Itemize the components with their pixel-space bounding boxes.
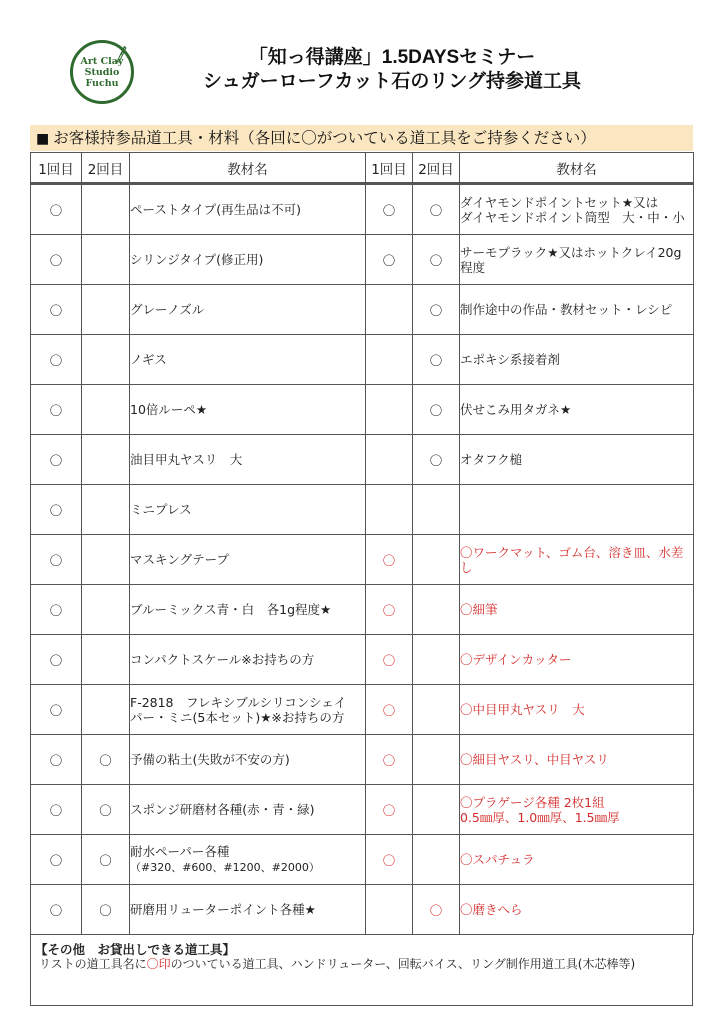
right-session-1-mark xyxy=(366,785,413,835)
right-item-name xyxy=(460,835,694,885)
right-session-1-mark xyxy=(366,285,413,335)
left-item-name-text: ノギス xyxy=(130,352,167,367)
left-session-1-mark-text: 〇 xyxy=(49,752,63,768)
table-row xyxy=(31,735,694,785)
right-item-name-text: 〇中目甲丸ヤスリ 大 xyxy=(460,702,585,717)
table-header-row xyxy=(31,153,694,184)
table-row xyxy=(31,535,694,585)
left-item-name-subtext: パー・ミニ(5本セット)★※お持ちの方 xyxy=(130,709,345,725)
left-item-name-text: 油目甲丸ヤスリ 大 xyxy=(130,452,243,467)
left-item-name-text: F-2818 フレキシブルシリコンシェイ xyxy=(130,694,347,710)
table-row xyxy=(31,785,694,835)
left-session-1-mark xyxy=(31,535,82,585)
right-session-2-mark xyxy=(413,435,460,485)
right-session-2-mark xyxy=(413,585,460,635)
right-session-1-mark xyxy=(366,435,413,485)
other-tools-heading: 【その他 お貸出しできる道工具】 xyxy=(35,942,236,957)
right-session-1-mark-text: 〇 xyxy=(382,652,396,668)
left-session-1-mark-text: 〇 xyxy=(49,252,63,268)
left-item-name xyxy=(130,184,366,235)
right-item-name-subtext: 0.5㎜厚、1.0㎜厚、1.5㎜厚 xyxy=(460,809,620,825)
right-item-name xyxy=(460,435,694,485)
square-bullet-icon: ■ xyxy=(36,131,50,147)
right-session-2-mark xyxy=(413,335,460,385)
right-session-1-mark-text: 〇 xyxy=(382,602,396,618)
left-session-1-mark-text: 〇 xyxy=(49,902,63,918)
header-right-session-1: 1回目 xyxy=(366,153,413,184)
right-item-name-text: 〇細筆 xyxy=(460,602,498,617)
left-session-2-mark xyxy=(82,885,130,935)
right-item-name-text: 〇磨きへら xyxy=(460,902,523,917)
right-session-1-mark-text: 〇 xyxy=(382,852,396,868)
left-item-name-text: ブルーミックス青・白 各1g程度★ xyxy=(130,602,332,617)
left-session-1-mark xyxy=(31,585,82,635)
left-session-1-mark-text: 〇 xyxy=(49,802,63,818)
right-session-2-mark xyxy=(413,385,460,435)
left-session-2-mark xyxy=(82,835,130,885)
left-session-1-mark-text: 〇 xyxy=(49,602,63,618)
left-session-1-mark xyxy=(31,435,82,485)
left-session-2-mark xyxy=(82,685,130,735)
left-item-name xyxy=(130,685,366,735)
left-item-name xyxy=(130,885,366,935)
red-mark-label: 〇印 xyxy=(146,957,171,971)
left-item-name xyxy=(130,835,366,885)
left-session-1-mark xyxy=(31,335,82,385)
left-item-name-text: シリンジタイプ(修正用) xyxy=(130,252,264,267)
right-item-name xyxy=(460,685,694,735)
tools-table xyxy=(30,152,694,935)
left-session-1-mark xyxy=(31,785,82,835)
left-item-name xyxy=(130,435,366,485)
right-session-2-mark xyxy=(413,635,460,685)
table-row xyxy=(31,235,694,285)
right-session-2-mark-text: 〇 xyxy=(429,252,443,268)
right-session-2-mark-text: 〇 xyxy=(429,402,443,418)
right-session-1-mark-text: 〇 xyxy=(382,752,396,768)
right-session-1-mark-text: 〇 xyxy=(382,552,396,568)
left-session-1-mark xyxy=(31,885,82,935)
right-session-1-mark xyxy=(366,585,413,635)
right-session-1-mark xyxy=(366,385,413,435)
header-right-session-2: 2回目 xyxy=(413,153,460,184)
right-item-name xyxy=(460,785,694,835)
table-row xyxy=(31,635,694,685)
right-session-1-mark xyxy=(366,235,413,285)
right-item-name-text: 〇ワークマット、ゴム台、溶き皿、水差し xyxy=(460,544,684,575)
left-session-1-mark xyxy=(31,835,82,885)
section-heading xyxy=(30,125,693,151)
right-session-2-mark xyxy=(413,535,460,585)
left-item-name xyxy=(130,585,366,635)
left-item-name xyxy=(130,335,366,385)
table-row xyxy=(31,585,694,635)
right-item-name xyxy=(460,485,694,535)
left-session-1-mark-text: 〇 xyxy=(49,202,63,218)
left-session-1-mark-text: 〇 xyxy=(49,302,63,318)
logo-line-2: Studio xyxy=(84,66,120,78)
studio-logo xyxy=(70,40,134,104)
section-heading-text: お客様持参品道工具・材料（各回に〇がついている道工具をご持参ください） xyxy=(53,129,596,147)
right-session-1-mark-text: 〇 xyxy=(382,802,396,818)
left-session-1-mark-text: 〇 xyxy=(49,352,63,368)
left-session-2-mark xyxy=(82,235,130,285)
left-session-1-mark-text: 〇 xyxy=(49,852,63,868)
left-item-name-text: マスキングテープ xyxy=(130,552,230,567)
right-session-2-mark xyxy=(413,184,460,235)
table-row xyxy=(31,435,694,485)
left-session-2-mark xyxy=(82,585,130,635)
other-tools-text xyxy=(35,957,692,972)
brush-leaf-icon xyxy=(115,45,127,63)
header-left-session-1: 1回目 xyxy=(31,153,82,184)
right-session-2-mark xyxy=(413,685,460,735)
right-item-name-text: エポキシ系接着剤 xyxy=(460,352,560,367)
left-session-2-mark xyxy=(82,735,130,785)
other-tools-pre: リストの道工具名に xyxy=(38,957,147,971)
left-session-2-mark xyxy=(82,285,130,335)
right-session-2-mark-text: 〇 xyxy=(429,352,443,368)
right-session-1-mark xyxy=(366,735,413,785)
right-item-name-subtext: ダイヤモンドポイント筒型 大・中・小 xyxy=(460,209,685,225)
left-session-1-mark xyxy=(31,235,82,285)
title-line-2: シュガーローフカット石のリング持参道工具 xyxy=(203,71,581,92)
right-session-1-mark-text: 〇 xyxy=(382,252,396,268)
table-row xyxy=(31,285,694,335)
right-item-name xyxy=(460,235,694,285)
left-session-1-mark-text: 〇 xyxy=(49,402,63,418)
left-session-1-mark xyxy=(31,735,82,785)
table-body xyxy=(31,184,694,935)
left-item-name-text: ミニプレス xyxy=(130,502,192,517)
right-session-1-mark xyxy=(366,535,413,585)
left-item-name xyxy=(130,385,366,435)
right-session-2-mark xyxy=(413,285,460,335)
left-item-name xyxy=(130,535,366,585)
table-row xyxy=(31,385,694,435)
logo-line-3: Fuchu xyxy=(85,77,119,89)
right-item-name-text: 〇プラゲージ各種 2枚1組 xyxy=(460,794,605,810)
right-session-2-mark xyxy=(413,485,460,535)
right-item-name-text: サーモプラック★又はホットクレイ20g程度 xyxy=(460,244,682,275)
header-left-item-name: 教材名 xyxy=(130,153,366,184)
left-session-1-mark xyxy=(31,685,82,735)
table-row xyxy=(31,835,694,885)
right-session-2-mark xyxy=(413,785,460,835)
page-title xyxy=(140,46,644,94)
left-session-2-mark-text: 〇 xyxy=(99,752,112,768)
right-session-2-mark-text: 〇 xyxy=(429,452,443,468)
left-session-2-mark xyxy=(82,184,130,235)
right-session-2-mark xyxy=(413,885,460,935)
left-session-1-mark-text: 〇 xyxy=(49,502,63,518)
left-item-name-text: 耐水ペーパー各種 xyxy=(130,844,230,859)
left-session-2-mark xyxy=(82,435,130,485)
logo-line-1: Art Clay xyxy=(80,55,124,67)
left-item-name xyxy=(130,235,366,285)
title-line-1: 「知っ得講座」1.5DAYSセミナー xyxy=(248,47,536,68)
right-item-name-text: 〇細目ヤスリ、中目ヤスリ xyxy=(460,752,609,767)
left-session-2-mark xyxy=(82,335,130,385)
left-item-name xyxy=(130,635,366,685)
left-session-1-mark xyxy=(31,184,82,235)
right-session-1-mark xyxy=(366,184,413,235)
right-session-1-mark-text: 〇 xyxy=(382,202,396,218)
left-item-name xyxy=(130,735,366,785)
left-session-2-mark xyxy=(82,785,130,835)
right-session-2-mark xyxy=(413,735,460,785)
left-item-name-subtext: （#320、#600、#1200、#2000） xyxy=(130,861,320,874)
left-session-1-mark-text: 〇 xyxy=(49,552,63,568)
right-session-2-mark xyxy=(413,235,460,285)
right-item-name-text: 〇スパチュラ xyxy=(460,852,535,867)
other-tools-note xyxy=(30,934,693,1006)
other-tools-post: のついている道工具、ハンドリューター、回転バイス、リング制作用道工具(木芯棒等) xyxy=(170,957,636,971)
right-session-1-mark-text: 〇 xyxy=(382,702,396,718)
right-item-name xyxy=(460,184,694,235)
left-item-name-text: 研磨用リューターポイント各種★ xyxy=(130,902,316,917)
left-session-2-mark xyxy=(82,635,130,685)
left-item-name-text: 予備の粘土(失敗が不安の方) xyxy=(130,752,290,767)
right-item-name xyxy=(460,385,694,435)
right-item-name xyxy=(460,635,694,685)
left-item-name-text: 10倍ルーペ★ xyxy=(130,402,208,417)
left-session-2-mark-text: 〇 xyxy=(99,802,112,818)
left-session-2-mark xyxy=(82,485,130,535)
left-session-1-mark xyxy=(31,385,82,435)
left-session-1-mark xyxy=(31,635,82,685)
table-row xyxy=(31,885,694,935)
left-item-name xyxy=(130,785,366,835)
right-session-2-mark-text: 〇 xyxy=(429,302,443,318)
right-item-name-text: ダイヤモンドポイントセット★又は xyxy=(460,194,659,210)
right-session-2-mark-text: 〇 xyxy=(429,902,443,918)
right-session-1-mark xyxy=(366,885,413,935)
right-session-1-mark xyxy=(366,835,413,885)
left-item-name-text: コンパクトスケール※お持ちの方 xyxy=(130,652,315,667)
right-session-2-mark xyxy=(413,835,460,885)
right-session-1-mark xyxy=(366,685,413,735)
left-session-2-mark-text: 〇 xyxy=(99,852,112,868)
left-item-name xyxy=(130,485,366,535)
left-session-1-mark-text: 〇 xyxy=(49,452,63,468)
left-session-1-mark xyxy=(31,285,82,335)
right-item-name xyxy=(460,885,694,935)
table-row xyxy=(31,685,694,735)
table-row xyxy=(31,335,694,385)
left-item-name-text: ペーストタイプ(再生品は不可) xyxy=(130,202,302,217)
header-left-session-2: 2回目 xyxy=(82,153,130,184)
left-session-1-mark xyxy=(31,485,82,535)
right-item-name-text: 伏せこみ用タガネ★ xyxy=(460,402,572,417)
right-item-name-text: 〇デザインカッター xyxy=(460,652,572,667)
right-item-name xyxy=(460,535,694,585)
right-item-name xyxy=(460,335,694,385)
left-session-1-mark-text: 〇 xyxy=(49,652,63,668)
left-session-2-mark-text: 〇 xyxy=(99,902,112,918)
header-right-item-name: 教材名 xyxy=(460,153,694,184)
right-session-1-mark xyxy=(366,635,413,685)
right-item-name xyxy=(460,735,694,785)
left-item-name-text: グレーノズル xyxy=(130,302,205,317)
right-session-1-mark xyxy=(366,485,413,535)
left-item-name-text: スポンジ研磨材各種(赤・青・緑) xyxy=(130,802,315,817)
table-row xyxy=(31,184,694,235)
right-session-1-mark xyxy=(366,335,413,385)
right-session-2-mark-text: 〇 xyxy=(429,202,443,218)
right-item-name-text: 制作途中の作品・教材セット・レシピ xyxy=(460,302,673,317)
left-session-2-mark xyxy=(82,535,130,585)
left-item-name xyxy=(130,285,366,335)
left-session-2-mark xyxy=(82,385,130,435)
right-item-name xyxy=(460,285,694,335)
left-session-1-mark-text: 〇 xyxy=(49,702,63,718)
right-item-name xyxy=(460,585,694,635)
right-item-name-text: オタフク槌 xyxy=(460,452,523,467)
table-row xyxy=(31,485,694,535)
